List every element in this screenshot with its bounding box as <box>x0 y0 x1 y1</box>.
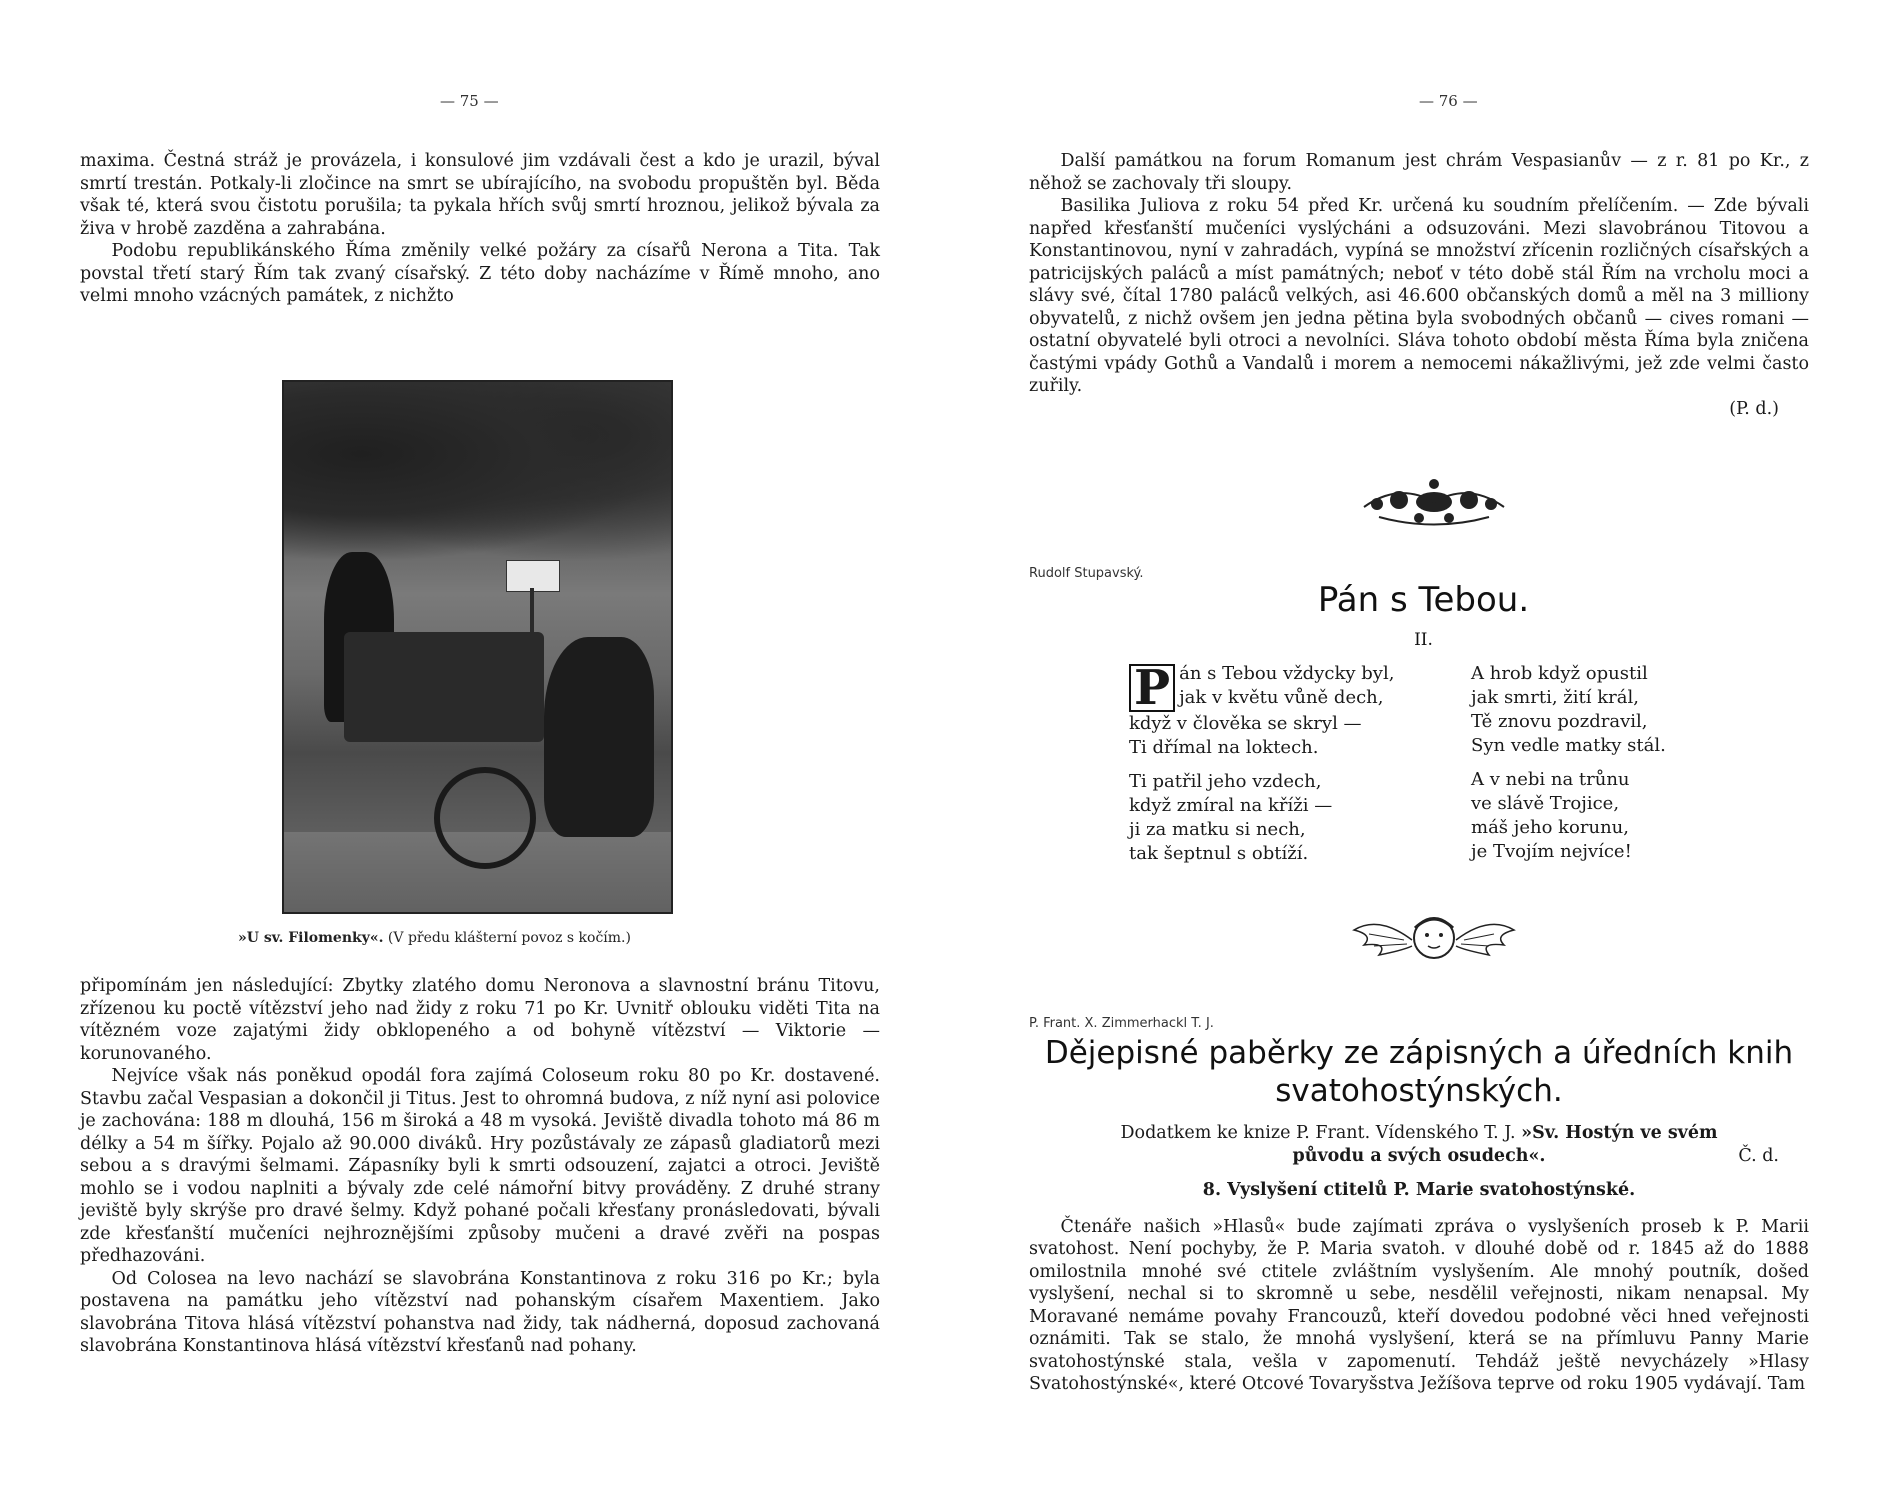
subtitle-book-title: »Sv. Hostýn ve svém <box>1521 1123 1718 1143</box>
caption-text: (V předu klášterní povoz s kočím.) <box>387 930 631 946</box>
subtitle-book-title: původu a svých osudech«. <box>1292 1145 1546 1166</box>
article-title-line: Dějepisné paběrky ze zápisných a úředních knih <box>1044 1035 1794 1071</box>
text-block-top <box>80 150 880 308</box>
right-page <box>949 0 1898 1500</box>
poem-line: když v člověka se skryl — <box>1129 713 1362 734</box>
paragraph: Basilika Juliova z roku 54 před Kr. určená ku soudním přelíčením. — Zde bývali napřed křesťanští mučeníci vyslýcháni a odsuzováni. Mezi slavobránou Titovou a Konstantinovou, nyní v zahradách, vypíná se množství zřícenin rozličných císařských a patricijských paláců a míst památných; neboť v této době stál Řím na vrcholu moci a slávy své, čítal 1780 paláců velkých, asi 46.600 občanských domů a měl na 3 milliony obyvatelů, z nichž ovšem jen jedna pětina byla svobodných občanů — cives romani — ostatní obyvatelé byli otroci a nevolníci. Sláva tohoto období města Říma byla zničena častými vpády Gothů a Vandalů i morem a nemocemi nákažlivými, jež zde velmi často zuřily. <box>1029 196 1809 396</box>
cherub-ornament-icon <box>1349 900 1519 980</box>
poem-line: án s Tebou vždycky byl, <box>1179 663 1395 684</box>
paragraph: Nejvíce však nás poněkud opodál fora zajímá Coloseum roku 80 po Kr. dostavené. Stavbu začal Vespasian a dokončil ji Titus. Jest to ohromná budova, z níž nyní asi polovice je zachována: 188 m dlouhá, 156 m široká a 48 m vysoká. Jeviště divadla tohoto má 86 m délky a 54 m šířky. Pojalo až 90.000 diváků. Hry pozůstávaly ze zápasů gladiatorů mezi sebou a s dravými šelmami. Zápasníky byli k smrti odsouzení, zajatci a otroci. Jeviště mohlo se i vodou naplniti a bývaly zde celé námořní bitvy prováděny. Z druhé strany jeviště byly skrýše pro dravé šelmy. Když pohané počali křesťany pronásledovati, bývali zde křesťanští mučeníci nejhroznějšími způsoby mučeni a dravé zvěři na pospas předhazováni. <box>80 1066 880 1266</box>
stanza <box>1471 662 1731 758</box>
photo-caption <box>238 930 631 946</box>
paragraph: připomínám jen následující: Zbytky zlatého domu Neronova a slavnostní bránu Titovu, zřízenou ku poctě vítězství jeho nad židy z roku 71 po Kr. Uvnitř oblouku viděti Tita na vítězném voze zajatými židy obklopeného a od bohyně vítězství — Viktorie — korunovaného. <box>80 976 880 1064</box>
poem-line: jak v květu vůně dech, <box>1179 687 1384 708</box>
continued-mark: (P. d.) <box>1729 398 1779 419</box>
page-number: — 76 — <box>1419 92 1478 110</box>
poem-line: A hrob když opustil <box>1471 663 1648 684</box>
poem-line: Ti dřímal na loktech. <box>1129 737 1319 758</box>
paragraph: Další památkou na forum Romanum jest chrám Vespasianův — z r. 81 po Kr., z něhož se zachovaly tři sloupy. <box>1029 151 1809 194</box>
poem-part: II. <box>1414 630 1433 650</box>
poem-title: Pán s Tebou. <box>1317 580 1530 620</box>
poem-line: jak smrti, žití král, <box>1471 687 1639 708</box>
poem-line: ji za matku si nech, <box>1129 819 1306 840</box>
poem-author: Rudolf Stupavský. <box>1029 566 1144 581</box>
text-block-bottom <box>80 975 880 1358</box>
floral-ornament-icon <box>1359 472 1509 532</box>
text-block-top <box>1029 150 1809 420</box>
poem-line: ve slávě Trojice, <box>1471 793 1620 814</box>
paragraph: Podobu republikánského Říma změnily velké požáry za císařů Nerona a Tita. Tak povstal třetí starý Řím tak zvaný císařský. Z této doby nacházíme v Římě mnoho, ano velmi mnoho vzácných památek, z nichžto <box>80 241 880 306</box>
photograph <box>282 380 673 914</box>
stanza <box>1129 662 1449 760</box>
page-number: — 75 — <box>440 92 499 110</box>
paragraph: maxima. Čestná stráž je provázela, i konsulové jim vzdávali čest a kdo je urazil, býval smrtí trestán. Potkaly-li zločince na smrt se ubírajícího, na svobodu propuštěn byl. Běda však té, která svou čistotu porušila; ta pykala hřích svůj smrtí hroznou, jelikož bývala za živa v hrobě zazděna a zahrabána. <box>80 151 880 239</box>
drop-cap: P <box>1129 664 1175 712</box>
subtitle-text: Dodatkem ke knize P. Frant. Vídenského T. J. <box>1120 1123 1516 1143</box>
paragraph: Od Colosea na levo nachází se slavobrána Konstantinova z roku 316 po Kr.; byla postavena na památku jeho vítězství nad pohanským císařem Maxentiem. Jako slavobrána Titova hlásá vítězství pohanstva nad židy, tak nádherná, doposud zachovaná slavobrána Konstantinova hlásá vítězství křesťanů nad pohany. <box>80 1268 880 1356</box>
stanza <box>1129 770 1449 866</box>
poem-right-column <box>1471 662 1731 874</box>
poem-line: je Tvojím nejvíce! <box>1471 841 1632 862</box>
paragraph: Čtenáře našich »Hlasů« bude zajímati zpráva o vyslyšeních proseb k P. Marii svatohost. Není pochyby, že P. Maria svatoh. v dlouhé době od r. 1845 až do 1888 omilostnila mnohé své ctitele zvláštním vyslyšením. Ale mnohý poutník, došed vyslyšení, nechal si to skromně u sebe, nesdělil veřejnosti, nikam nenapsal. My Moravané nemáme povahy Francouzů, kteří dovedou podobné věci hned veřejnosti oznámiti. Tak se stalo, že mnohá vyslyšení, která se na přímluvu Panny Marie svatohostýnské stala, vešla v zapomenutí. Tehdáž ještě nevycházely »Hlasy Svatohostýnské«, které Otcové Tovaryšstva Ježíšova teprve od roku 1905 vydávají. Tam <box>1029 1216 1809 1394</box>
poem-line: Ti patřil jeho vzdech, <box>1129 771 1322 792</box>
caption-title: »U sv. Filomenky«. <box>238 930 384 946</box>
poem-line: A v nebi na trůnu <box>1471 769 1630 790</box>
poem-line: když zmíral na kříži — <box>1129 795 1333 816</box>
poem-left-column <box>1129 662 1449 876</box>
continued-mark: Č. d. <box>1738 1145 1779 1166</box>
poem-line: Tě znovu pozdravil, <box>1471 711 1648 732</box>
article-title <box>1009 1034 1829 1110</box>
stanza <box>1471 768 1731 864</box>
article-subtitle <box>1029 1122 1809 1396</box>
poem-line: Syn vedle matky stál. <box>1471 735 1666 756</box>
poem-line: tak šeptnul s obtíží. <box>1129 843 1309 864</box>
poem-line: máš jeho korunu, <box>1471 817 1629 838</box>
article-author: P. Frant. X. Zimmerhackl T. J. <box>1029 1016 1214 1031</box>
section-heading: 8. Vyslyšení ctitelů P. Marie svatohostýnské. <box>1202 1180 1636 1200</box>
article-title-line: svatohostýnských. <box>1275 1073 1563 1109</box>
